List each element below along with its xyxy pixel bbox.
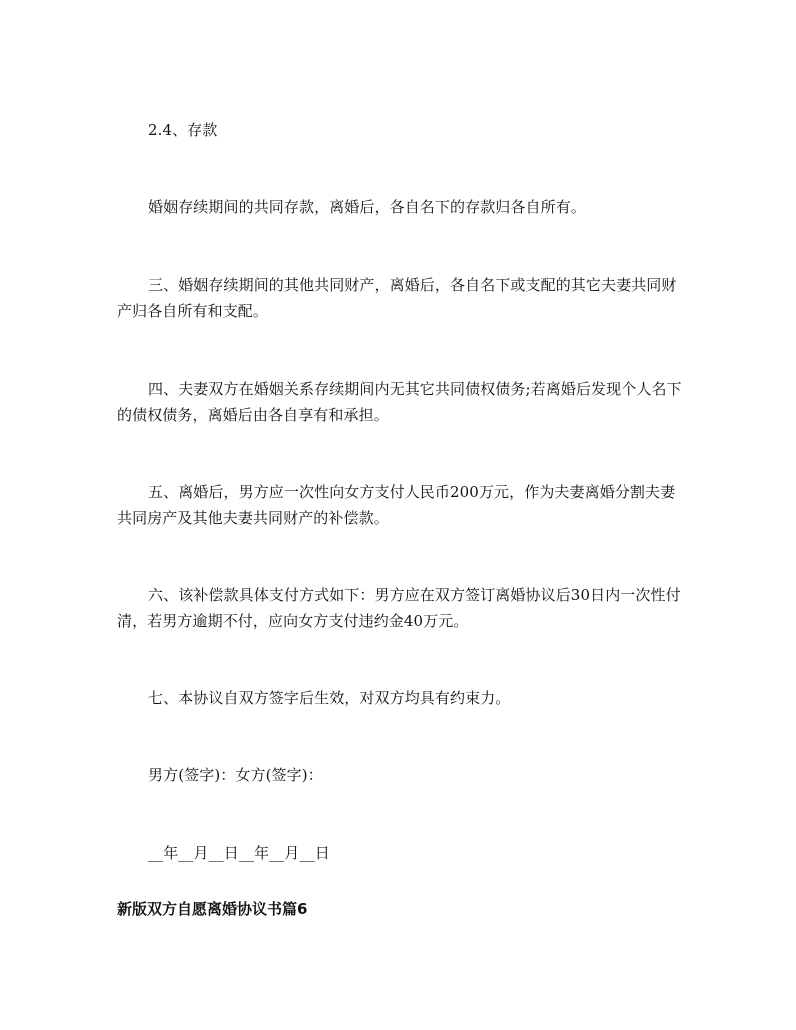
clause-4-text: 四、夫妻双方在婚姻关系存续期间内无其它共同债权债务;若离婚后发现个人名下的债权债务，离婚后由各自享有和承担。 [117,380,682,424]
date-line: __年__月__日__年__月__日 [148,844,330,862]
clause-deposit-text: 婚姻存续期间的共同存款，离婚后，各自名下的存款归各自所有。 [148,198,586,216]
clause-6-text: 六、该补偿款具体支付方式如下：男方应在双方签订离婚协议后30日内一次性付清，若男方逾期不付，应向女方支付违约金40万元。 [117,586,681,630]
clause-7-text: 七、本协议自双方签字后生效，对双方均具有约束力。 [148,689,511,707]
clause-3-text: 三、婚姻存续期间的其他共同财产，离婚后，各自名下或支配的其它夫妻共同财产归各自所有和支配。 [117,276,677,320]
clause-5-text: 五、离婚后，男方应一次性向女方支付人民币200万元，作为夫妻离婚分割夫妻共同房产及其他夫妻共同财产的补偿款。 [117,483,676,527]
clause-2-4-title: 2.4、存款 [148,121,218,139]
signature-line: 男方(签字)：女方(签字)： [148,766,323,784]
section-heading: 新版双方自愿离婚协议书篇6 [117,900,308,918]
